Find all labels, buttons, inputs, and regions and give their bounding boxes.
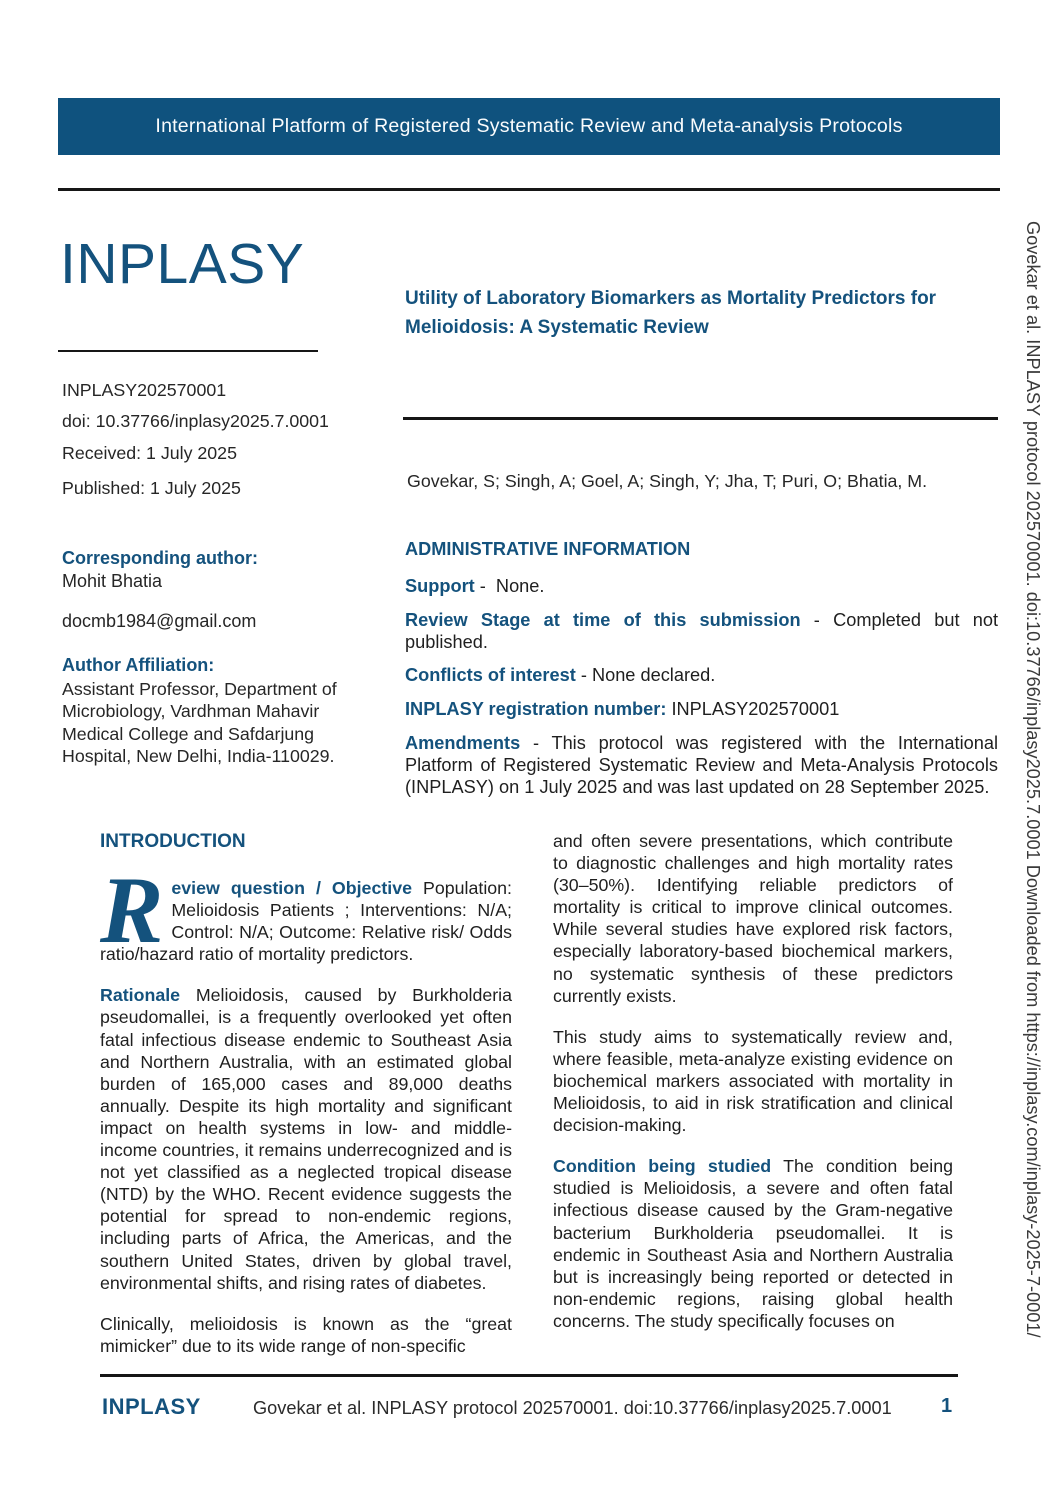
study-aims-paragraph: This study aims to systematically review and, where feasible, meta-analyze existing evidence on biochemical markers associated with mortality in Melioidosis, to aid in risk stratification and clinical decision-making. [553,1026,953,1136]
affiliation-label: Author Affiliation: [62,655,215,675]
introduction-column-right [553,830,953,1351]
header-divider [58,188,1000,191]
amendments-label: Amendments [405,732,521,753]
mortality-paragraph: and often severe presentations, which contribute to diagnostic challenges and high mortality rates (30–50%). Identifying reliable predictors of mortality is critical to improve clinical outcomes. While several studies have explored risk factors, especially laboratory-based biochemical markers, no systematic synthesis of these predictors currently exists. [553,831,953,1006]
administrative-section [405,539,998,810]
conflicts-item [405,665,998,687]
registration-label: INPLASY registration number: [405,699,667,720]
header-band [58,98,1000,155]
article-title: Utility of Laboratory Biomarkers as Mortality Predictors for Melioidosis: A Systematic Review [405,288,937,338]
registration-value: INPLASY202570001 [666,699,840,720]
condition-paragraph [553,1155,953,1332]
support-item [405,576,998,598]
review-question-paragraph [100,857,512,965]
rationale-text: Melioidosis, caused by Burkholderia pseudomallei, is a frequently overlooked yet often fatal infectious disease endemic to Southeast Asia and Northern Australia, with an estimated global burden of 165,000 cases and 89,000 deaths annually. Despite its high mortality and significant impact on health systems in low- and middle-income countries, it remains underrecognized and is not yet classified as a neglected tropical disease (NTD) by the WHO. Recent evidence suggests the potential for spread to non-endemic regions, including parts of Africa, the Americas, and the southern United States, driven by global travel, environmental shifts, and rising rates of diabetes. [100,985,512,1293]
published-date: Published: 1 July 2025 [62,478,241,498]
introduction-heading: INTRODUCTION [100,831,246,852]
doi-line: doi: 10.37766/inplasy2025.7.0001 [62,411,329,431]
review-stage-item [405,610,998,654]
amendments-value: - This protocol was registered with the International Platform of Registered Systematic Review and Meta-Analysis Protocols (INPLASY) on 1 July 2025 and was last updated on 28 September 2025. [405,732,998,797]
review-stage-value: - Completed but not published. [405,609,999,652]
admin-heading: ADMINISTRATIVE INFORMATION [405,539,691,559]
sidebar-citation: Govekar et al. INPLASY protocol 202570001. doi:10.37766/inplasy2025.7.0001 Downloaded from https://inplasy.com/inplasy-2025-7-0001/ [1023,221,1043,1338]
footer-citation: Govekar et al. INPLASY protocol 202570001. doi:10.37766/inplasy2025.7.0001 [253,1398,892,1418]
corresponding-author-name: Mohit Bhatia [62,571,163,591]
footer-logo: INPLASY [102,1394,201,1419]
rationale-paragraph [100,984,512,1293]
registration-id: INPLASY202570001 [62,380,227,400]
inplasy-logo: INPLASY [60,232,305,296]
authors-line: Govekar, S; Singh, A; Goel, A; Singh, Y; Jha, T; Puri, O; Bhatia, M. [407,471,928,491]
conflicts-value: - None declared. [575,665,716,686]
page-number: 1 [941,1395,953,1417]
masthead-divider [58,350,318,352]
registration-item [405,699,998,721]
platform-title: International Platform of Registered Systematic Review and Meta-analysis Protocols [155,115,903,137]
introduction-column-left [100,831,512,1376]
amendments-item [405,733,998,798]
footer-divider [100,1374,958,1377]
review-question-label: eview question / Objective [171,878,412,898]
affiliation-text: Assistant Professor, Department of Microbiology, Vardhman Mahavir Medical College and Safdarjung Hospital, New Delhi, India-110029. [62,679,337,767]
rationale-label: Rationale [100,985,181,1006]
review-question-text: Population: Melioidosis Patients ; Interventions: N/A; Control: N/A; Outcome: Relative risk/ Odds ratio/hazard ratio of mortality predictors. [100,878,512,965]
support-label: Support [405,576,475,596]
title-divider [403,417,998,420]
support-value: - None. [474,576,545,596]
clinically-paragraph: Clinically, melioidosis is known as the “great mimicker” due to its wide range of non-specific [100,1313,512,1356]
conflicts-label: Conflicts of interest [405,665,576,686]
drop-cap: R [100,857,164,963]
condition-text: The condition being studied is Melioidosis, a severe and often fatal infectious disease caused by the Gram-negative bacterium Burkholderia pseudomallei. It is endemic in Southeast Asia and Northern Australia but is increasingly being reported or detected in non-endemic regions, raising global health concerns. The study specifically focuses on [553,1156,954,1331]
corresponding-author-label: Corresponding author: [62,548,258,568]
received-date: Received: 1 July 2025 [62,443,237,463]
corresponding-author-email: docmb1984@gmail.com [62,611,257,631]
review-stage-label: Review Stage at time of this submission [405,609,801,630]
condition-label: Condition being studied [553,1156,772,1177]
